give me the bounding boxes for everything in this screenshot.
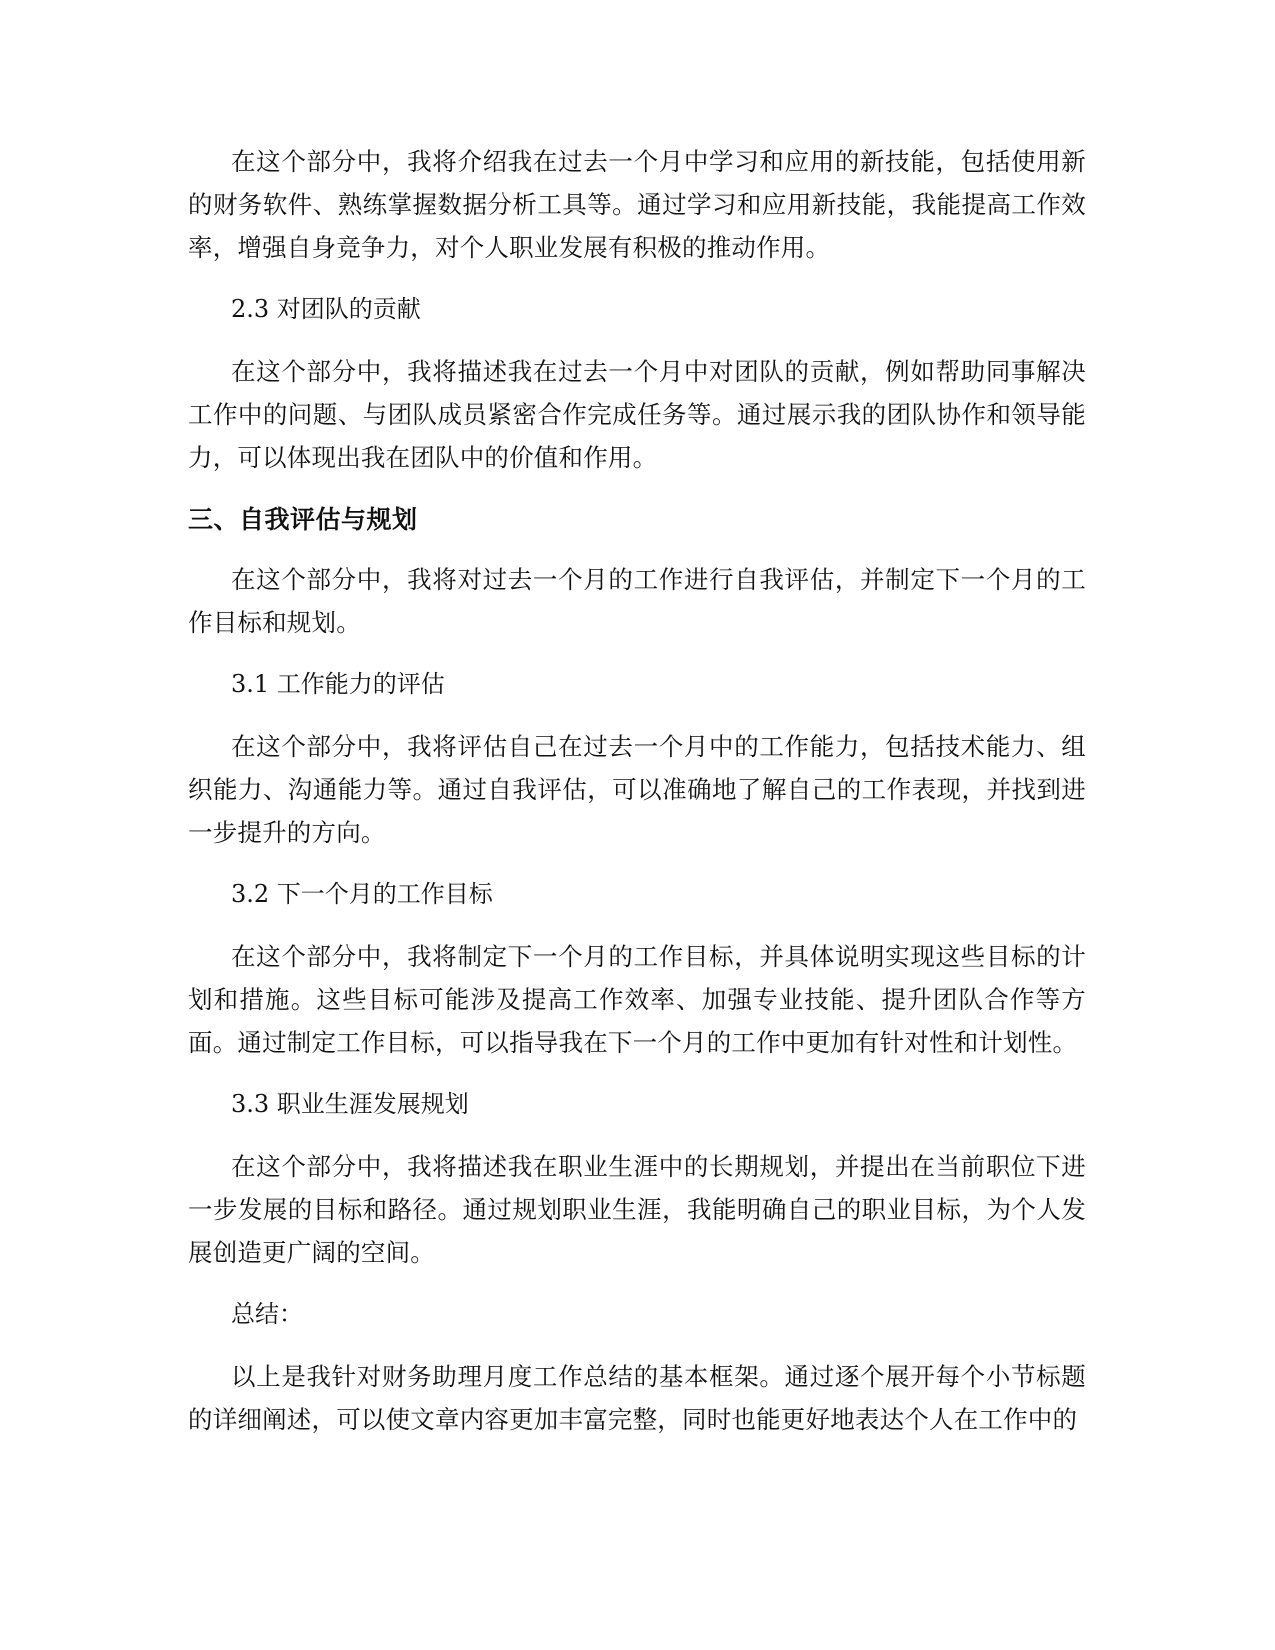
paragraph-summary: 以上是我针对财务助理月度工作总结的基本框架。通过逐个展开每个小节标题的详细阐述，可以使文章内容更加丰富完整，同时也能更好地表达个人在工作中的 (188, 1362, 1086, 1434)
paragraph-ability-assessment: 在这个部分中，我将评估自己在过去一个月中的工作能力，包括技术能力、组织能力、沟通能力等。通过自我评估，可以准确地了解自己的工作表现，并找到进一步提升的方向。 (188, 732, 1086, 847)
paragraph-self-assessment-intro: 在这个部分中，我将对过去一个月的工作进行自我评估，并制定下一个月的工作目标和规划。 (188, 565, 1086, 637)
section-heading-3: 三、自我评估与规划 (188, 505, 418, 534)
summary-label: 总结： (231, 1300, 303, 1328)
subheading-3-1: 3.1 工作能力的评估 (231, 670, 445, 698)
subheading-3-2: 3.2 下一个月的工作目标 (231, 880, 493, 908)
subheading-3-3: 3.3 职业生涯发展规划 (231, 1090, 469, 1118)
paragraph-career-plan: 在这个部分中，我将描述我在职业生涯中的长期规划，并提出在当前职位下进一步发展的目标和路径。通过规划职业生涯，我能明确自己的职业目标，为个人发展创造更广阔的空间。 (188, 1152, 1086, 1267)
subheading-2-3: 2.3 对团队的贡献 (231, 295, 421, 323)
document-page (188, 140, 1086, 1460)
paragraph-team-contribution: 在这个部分中，我将描述我在过去一个月中对团队的贡献，例如帮助同事解决工作中的问题、与团队成员紧密合作完成任务等。通过展示我的团队协作和领导能力，可以体现出我在团队中的价值和作用。 (188, 357, 1086, 472)
paragraph-next-month-goals: 在这个部分中，我将制定下一个月的工作目标，并具体说明实现这些目标的计划和措施。这些目标可能涉及提高工作效率、加强专业技能、提升团队合作等方面。通过制定工作目标，可以指导我在下一个月的工作中更加有针对性和计划性。 (188, 942, 1086, 1057)
paragraph-new-skills: 在这个部分中，我将介绍我在过去一个月中学习和应用的新技能，包括使用新的财务软件、熟练掌握数据分析工具等。通过学习和应用新技能，我能提高工作效率，增强自身竞争力，对个人职业发展有积极的推动作用。 (188, 147, 1086, 262)
